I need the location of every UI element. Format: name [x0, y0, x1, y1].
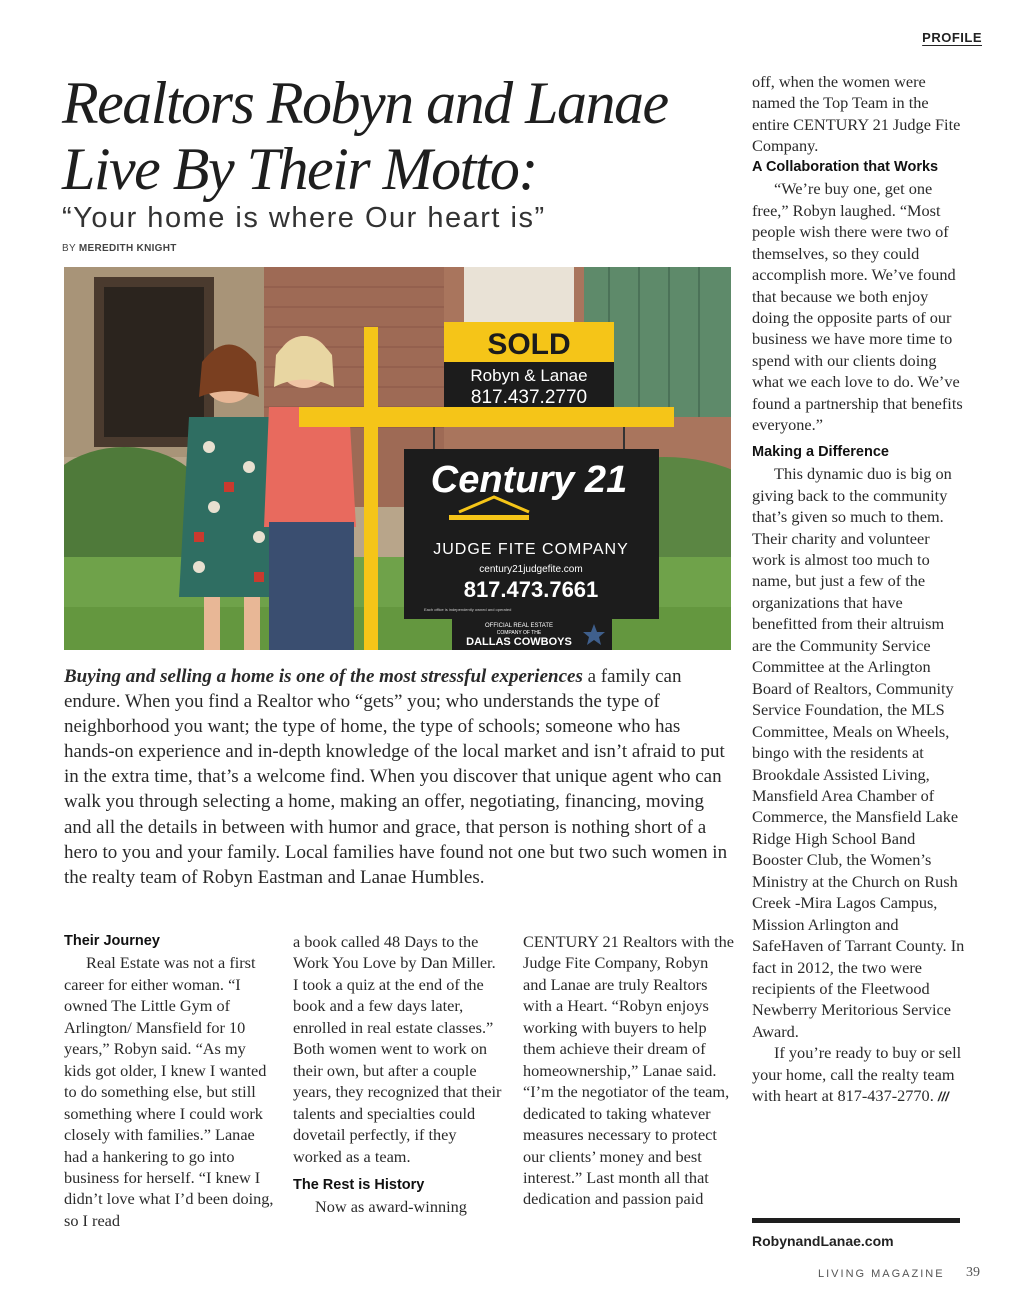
- column-4-paragraph-2: “We’re buy one, get one free,” Robyn laughed. “Most people wish there were two of themselves, so they could accomplish more. We’ve found that because we both enjoy doing the opposite parts of our business we have more time to spend with our clients doing what we each love to do. We’ve found a partnership that benefits everyone.”: [752, 179, 963, 435]
- title-line-1: Realtors Robyn and Lanae: [62, 70, 668, 136]
- column-2-paragraph-1: a book called 48 Days to the Work You Love by Dan Miller. I took a quiz at the end of the book and a few days later, enrolled in real estate classes.” Both women went to work on their own, but after a couple years, they recognized that their talents and specialties could dovetail perfectly, if they worked as a team.: [293, 932, 502, 1166]
- sign-brand: Century 21: [430, 459, 628, 501]
- column-2-paragraph-2: Now as award-winning: [315, 1197, 467, 1217]
- byline-prefix: BY: [62, 243, 76, 254]
- sign-fine-print: Each office is independently owned and operated: [424, 607, 512, 612]
- article-photo: [64, 267, 731, 650]
- sign-phone: 817.473.7661: [463, 577, 599, 602]
- byline: [62, 243, 177, 254]
- column-4-paragraph-3: This dynamic duo is big on giving back to the community that’s given so much to them. Their charity and volunteer work is almost too much to name, but just a few of the organizations that have benefitted from their altruism are the Community Service Committee at the Arlington Board of Realtors, Community Service Foundation, the MLS Committee, Meals on Wheels, bingo with the residents at Brookdale Assisted Living, Mansfield Area Chamber of Commerce, the Mansfield Lake Ridge High School Band Booster Club, the Women’s Ministry at the Church on Rush Creek -Mira Lagos Campus, Mission Arlington and SafeHaven of Tarrant County. In fact in 2012, the two were recipients of the Fleetwood Newberry Meritorious Service Award.: [752, 464, 965, 1041]
- section-label: PROFILE: [922, 30, 982, 45]
- lead-paragraph: [64, 664, 734, 890]
- article-subtitle: “Your home is where Our heart is”: [62, 202, 546, 234]
- column-2: [293, 931, 503, 1218]
- sign-website: century21judgefite.com: [479, 564, 583, 575]
- rider-names: Robyn & Lanae: [470, 366, 588, 385]
- column-1-paragraph: Real Estate was not a first career for either woman. “I owned The Little Gym of Arlington/ Mansfield for 10 years,” Robyn said. “As my kids got older, I knew I wanted to do something else, but still something where I could work closely with families.” Lanae had a hankering to go into business for herself. “I knew I didn’t love what I’d been doing, so I read: [64, 953, 274, 1230]
- column-3-paragraph: CENTURY 21 Realtors with the Judge Fite Company, Robyn and Lanae are truly Realtors with a Heart. “Robyn enjoys working with buyers to help them achieve their dream of homeownership,” Lanae said. “I’m the negotiator of the team, dedicated to taking whatever measures necessary to protect our clients’ money and best interest.” Last month all that dedication and passion paid: [523, 932, 735, 1209]
- column-4-paragraph-4: [752, 1042, 966, 1107]
- heading-making-a-difference: Making a Difference: [752, 443, 889, 460]
- closing-text: If you’re ready to buy or sell your home, call the realty team with heart at 817-437-2770.: [752, 1043, 962, 1106]
- badge-line-3: DALLAS COWBOYS: [466, 636, 572, 648]
- badge-line-2: COMPANY OF THE: [496, 630, 542, 636]
- website-link[interactable]: RobynandLanae.com: [752, 1233, 894, 1249]
- page-number: 39: [966, 1265, 980, 1280]
- end-mark: ///: [937, 1089, 949, 1105]
- column-1: [64, 931, 274, 1231]
- footer-rule: [752, 1218, 960, 1223]
- column-4: [752, 71, 966, 1108]
- heading-their-journey: Their Journey: [64, 933, 160, 949]
- heading-rest-is-history: The Rest is History: [293, 1176, 425, 1193]
- column-3: [523, 931, 735, 1210]
- lead-text: a family can endure. When you find a Realtor who “gets” you; who understands the type of neighborhood you want; the type of home, the type of schools; someone who has hands-on experience and in-depth knowledge of the local market and isn’t afraid to put in the extra time, that’s a welcome find. When you discover that unique agent who can walk you through selecting a home, making an offer, negotiating, financing, moving and all the details in between with humor and grace, that person is nothing short of a hero to you and your family. Local families have found not one but two such women in the realty team of Robyn Eastman and Lanae Humbles.: [64, 666, 728, 888]
- byline-author: MEREDITH KNIGHT: [78, 243, 177, 254]
- badge-line-1: OFFICIAL REAL ESTATE: [484, 623, 554, 629]
- title-line-2: Live By Their Motto:: [62, 136, 537, 202]
- sign-company: JUDGE FITE COMPANY: [433, 541, 629, 558]
- lead-emphasis: Buying and selling a home is one of the most stressful experiences: [64, 666, 583, 687]
- article-title: [62, 70, 702, 202]
- rider-phone: 817.437.2770: [470, 387, 588, 408]
- heading-collaboration: A Collaboration that Works: [752, 158, 939, 175]
- magazine-name: LIVING MAGAZINE: [818, 1268, 945, 1280]
- sold-text: SOLD: [487, 328, 571, 361]
- column-4-paragraph-1: off, when the women were named the Top Team in the entire CENTURY 21 Judge Fite Company.: [752, 72, 961, 156]
